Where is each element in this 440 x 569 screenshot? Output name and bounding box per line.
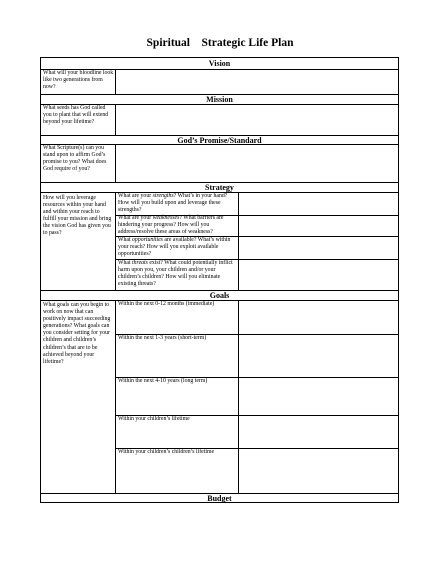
strategy-strengths-prompt: What are your strengths? What’s in your hand? How will you build upon and leverage these strengths? xyxy=(118,193,228,214)
goals-timeframe-children: Within your children’s lifetime xyxy=(118,416,190,422)
budget-header: Budget xyxy=(41,493,398,503)
goals-timeframe-long-term: Within the next 4-10 years (long term) xyxy=(118,378,208,384)
strategy-opportunities-field[interactable] xyxy=(239,237,398,259)
strategy-threats-prompt: What threats exist? What could potentially inflict harm upon you, your children and/or your children’s children? How will you eliminate existing threats? xyxy=(118,260,233,288)
mission-header: Mission xyxy=(41,94,398,105)
strategy-strengths-field[interactable] xyxy=(239,193,398,215)
goals-header: Goals xyxy=(41,290,398,301)
strategy-opportunities-prompt: What opportunities are available? What’s within your reach? How will you exploit available opportunities? xyxy=(118,237,231,258)
promise-question: What Scripture(s) can you stand upon to affirm God’s promise to you? What does God require of you? xyxy=(43,145,107,173)
mission-answer-field[interactable] xyxy=(116,105,398,135)
vision-question: What will your bloodline look like two generations from now? xyxy=(43,70,114,91)
goals-short-term-field[interactable] xyxy=(239,335,398,377)
goals-timeframe-grandchildren: Within your children’s children’s lifetime xyxy=(118,449,215,455)
vision-answer-field[interactable] xyxy=(116,70,398,94)
promise-header: God’s Promise/Standard xyxy=(41,135,398,145)
strategy-question: How will you leverage resources within your hand and within your reach to fulfill your mission and bring the vision God has given you to pass? xyxy=(43,195,112,237)
goals-timeframe-short-term: Within the next 1-3 years (short-term) xyxy=(118,335,207,341)
strategy-header: Strategy xyxy=(41,182,398,193)
page-title: Spiritual Strategic Life Plan xyxy=(146,37,294,49)
goals-long-term-field[interactable] xyxy=(239,378,398,415)
strategy-weaknesses-field[interactable] xyxy=(239,216,398,236)
promise-answer-field[interactable] xyxy=(116,145,398,182)
goals-immediate-field[interactable] xyxy=(239,301,398,334)
goals-grandchildren-field[interactable] xyxy=(239,449,398,493)
mission-question: What seeds has God called you to plant that will extend beyond your lifetime? xyxy=(43,105,109,126)
strategy-weaknesses-prompt: What are your weaknesses? What barriers are hindering your progress? How will you address/resolve these areas of weakness? xyxy=(118,215,224,236)
vision-header: Vision xyxy=(41,58,398,70)
strategy-threats-field[interactable] xyxy=(239,260,398,290)
goals-question: What goals can you begin to work on now that can positively impact succeeding generations? What goals can you consider setting for your children and children’s children’s that are to be achieved beyond your lifetime? xyxy=(43,302,111,365)
strategy-divider-left xyxy=(115,193,116,290)
goals-timeframe-immediate: Within the next 0-12 months (immediate) xyxy=(118,301,215,307)
life-plan-table xyxy=(40,57,399,503)
goals-children-field[interactable] xyxy=(239,416,398,448)
goals-divider-left xyxy=(115,301,116,493)
